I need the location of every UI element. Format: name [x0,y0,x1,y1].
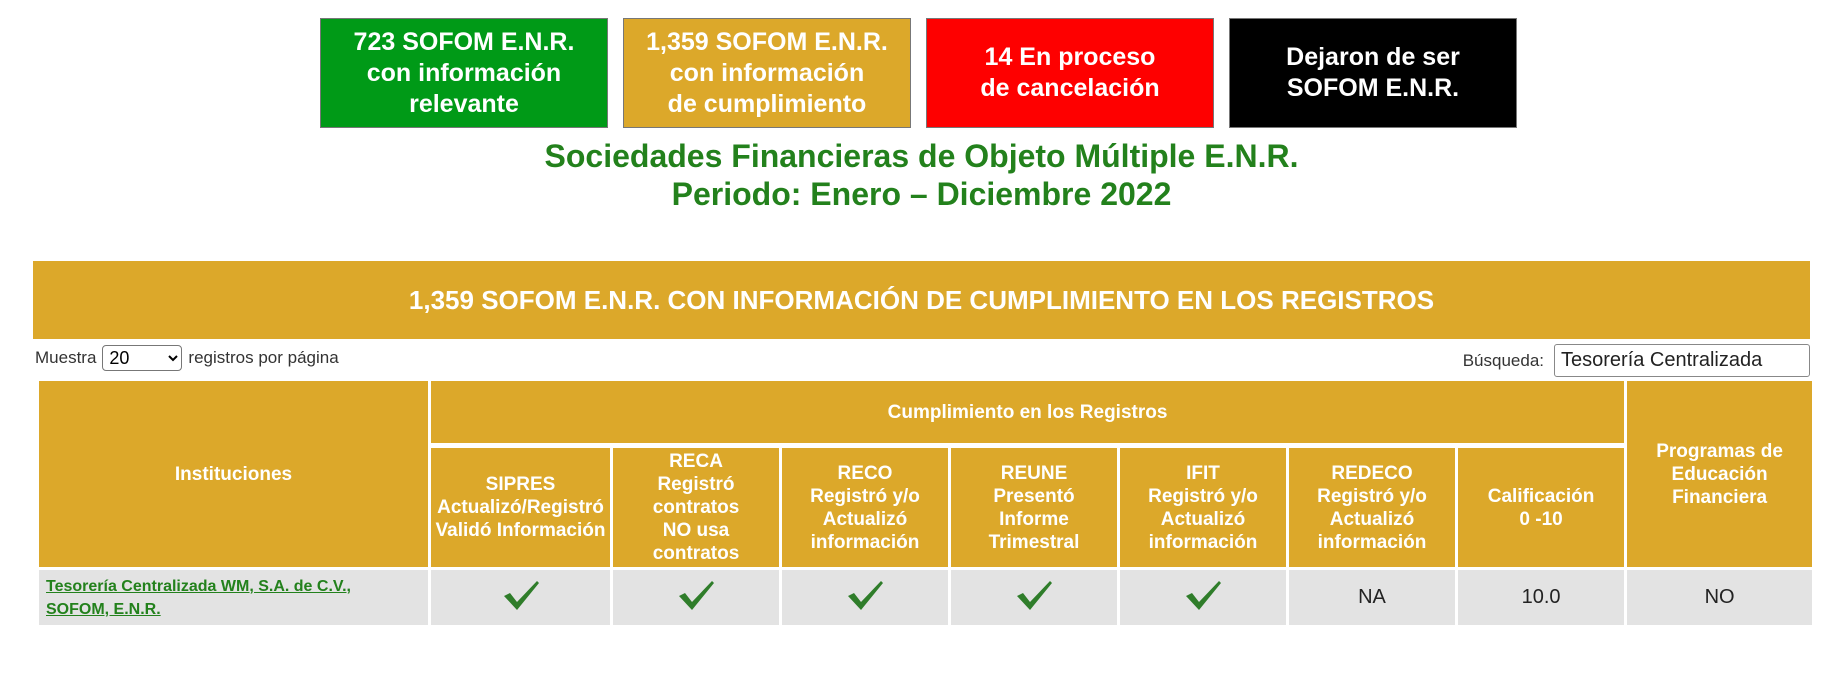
reco-cell [782,570,948,625]
ifit-cell [1120,570,1286,625]
header-reco[interactable] [782,446,948,567]
header-cumplimiento-group [431,381,1624,443]
search-control [1463,344,1810,377]
header-reca-label: RECA Registró contratos NO usa contratos [652,451,740,564]
header-sipres[interactable] [431,446,610,567]
check-icon [845,578,885,612]
page-length-suffix: registros por página [188,348,339,367]
header-reco-label: RECO Registró y/o Actualizó información [810,462,920,553]
search-input[interactable] [1554,344,1810,377]
header-programas[interactable] [1627,381,1812,567]
page-length-prefix: Muestra [35,348,97,367]
check-icon [501,578,541,612]
header-cumplimiento-label: Cumplimiento en los Registros [887,401,1168,423]
programas-cell: NO [1627,570,1812,625]
header-programas-label: Programas de Educación Financiera [1656,440,1783,508]
check-icon [1183,578,1223,612]
page-title [0,137,1843,213]
no-longer-sofom-button[interactable] [1229,18,1517,128]
no-longer-sofom-button-label: Dejaron de ser SOFOM E.N.R. [1286,43,1460,102]
institution-cell [39,570,428,625]
sipres-cell [431,570,610,625]
compliance-table [36,378,1815,628]
header-redeco-label: REDECO Registró y/o Actualizó información [1317,462,1427,553]
header-reune[interactable] [951,446,1117,567]
cancellation-process-button[interactable] [926,18,1214,128]
page-title-period: Periodo: Enero – Diciembre 2022 [671,176,1172,212]
header-instituciones[interactable] [39,381,428,567]
relevant-info-button[interactable] [320,18,608,128]
check-icon [1014,578,1054,612]
check-icon [676,578,716,612]
reune-cell [951,570,1117,625]
search-label: Búsqueda: [1462,350,1544,370]
header-reune-label: REUNE Presentó Informe Trimestral [988,462,1080,553]
header-redeco[interactable] [1289,446,1455,567]
page-title-line1: Sociedades Financieras de Objeto Múltiple E.N.R. [544,138,1299,174]
cancellation-process-button-label: 14 En proceso de cancelación [980,43,1160,102]
redeco-cell: NA [1289,570,1455,625]
institution-name-line1: Tesorería Centralizada WM, S.A. de C.V., [46,577,351,595]
page-length-select[interactable] [102,345,182,371]
page-length-control [35,345,339,371]
header-sipres-label: SIPRES Actualizó/Registró Validó Información [435,474,606,541]
header-instituciones-label: Instituciones [174,463,293,485]
category-buttons [320,18,1517,128]
reca-cell [613,570,779,625]
table-row [39,570,1812,625]
compliance-info-button[interactable] [623,18,911,128]
header-calificacion-label: Calificación 0 -10 [1487,485,1595,530]
header-ifit[interactable] [1120,446,1286,567]
relevant-info-button-label: 723 SOFOM E.N.R. con información relevante [353,27,575,118]
institution-link[interactable] [46,575,428,621]
institution-name-line2: SOFOM, E.N.R. [46,600,161,618]
header-reca[interactable] [613,446,779,567]
header-calificacion[interactable] [1458,446,1624,567]
header-ifit-label: IFIT Registró y/o Actualizó información [1148,462,1258,553]
compliance-info-button-label: 1,359 SOFOM E.N.R. con información de cumplimiento [646,27,888,118]
section-banner: 1,359 SOFOM E.N.R. CON INFORMACIÓN DE CUMPLIMIENTO EN LOS REGISTROS [33,261,1810,339]
calificacion-cell: 10.0 [1458,570,1624,625]
